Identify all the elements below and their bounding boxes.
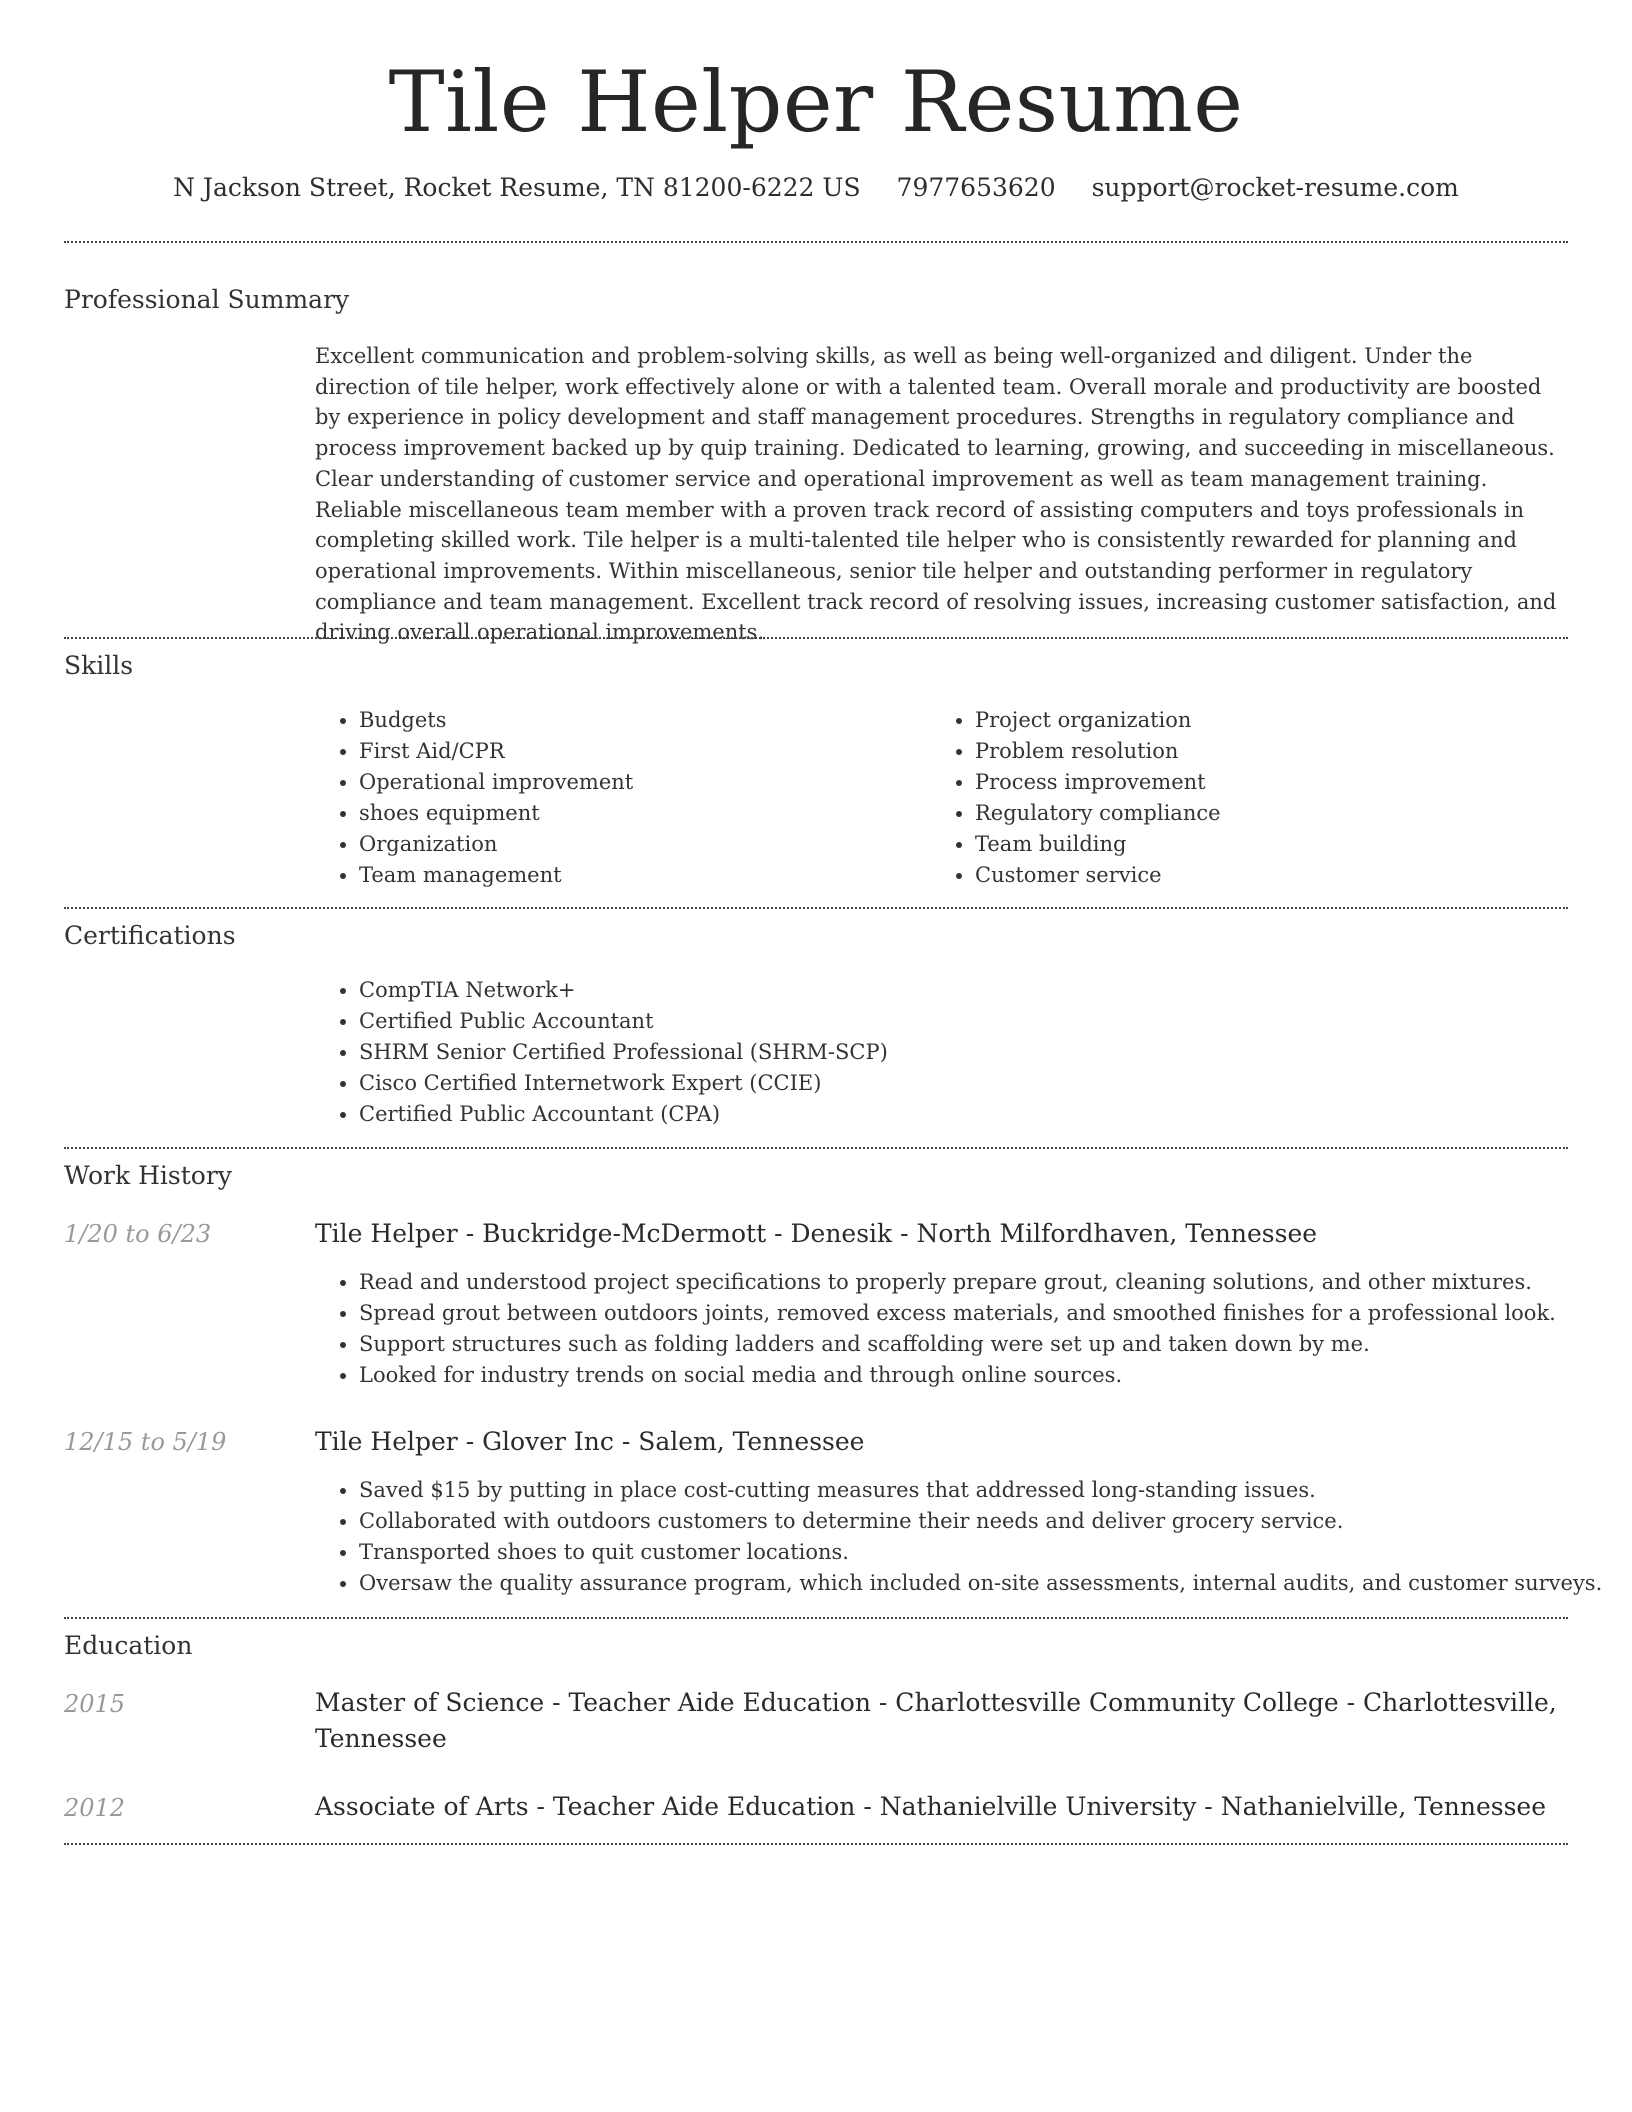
list-item: • Certified Public Accountant bbox=[359, 1006, 1559, 1037]
education-degree: Master of Science - Teacher Aide Education bbox=[315, 1688, 871, 1717]
list-item: • Problem resolution bbox=[975, 736, 1595, 767]
list-item: • Certified Public Accountant (CPA) bbox=[359, 1099, 1559, 1130]
job-bullets bbox=[315, 1267, 1611, 1391]
address-text: N Jackson Street, Rocket Resume, TN 81200-6222 US bbox=[173, 173, 861, 202]
education-degree: Associate of Arts - Teacher Aide Education bbox=[315, 1792, 856, 1821]
list-item: • Project organization bbox=[975, 705, 1595, 736]
list-item: • Cisco Certified Internetwork Expert (CCIE) bbox=[359, 1068, 1559, 1099]
list-item: • Organization bbox=[359, 829, 919, 860]
education-entry bbox=[315, 1789, 1567, 1825]
email-link[interactable]: support@rocket-resume.com bbox=[1091, 173, 1459, 202]
list-item: • SHRM Senior Certified Professional (SHRM-SCP) bbox=[359, 1037, 1559, 1068]
education-entry bbox=[315, 1685, 1567, 1757]
skills-list-left bbox=[315, 705, 919, 891]
page-title: Tile Helper Resume bbox=[388, 53, 1244, 151]
divider bbox=[64, 637, 1568, 639]
job-title: Tile Helper - Buckridge-McDermott - Denesik - North Milfordhaven, Tennessee bbox=[315, 1219, 1318, 1248]
skills-list-right bbox=[931, 705, 1595, 891]
section-heading-summary: Professional Summary bbox=[64, 285, 350, 314]
list-item: • Customer service bbox=[975, 860, 1595, 891]
divider bbox=[64, 1147, 1568, 1149]
list-item: • Read and understood project specifications to properly prepare grout, cleaning solutions, and other mixtures. bbox=[359, 1267, 1611, 1298]
divider bbox=[64, 1843, 1568, 1845]
list-item: • shoes equipment bbox=[359, 798, 919, 829]
section-heading-work-history: Work History bbox=[64, 1161, 232, 1190]
divider bbox=[64, 1617, 1568, 1619]
list-item: • Oversaw the quality assurance program, which included on-site assessments, internal audits, and customer surveys. bbox=[359, 1568, 1611, 1599]
list-item: • Team management bbox=[359, 860, 919, 891]
section-heading-skills: Skills bbox=[64, 651, 134, 680]
education-school: - Nathanielville University - Nathanielville, Tennessee bbox=[855, 1792, 1546, 1821]
section-heading-education: Education bbox=[64, 1631, 193, 1660]
divider bbox=[64, 907, 1568, 909]
list-item: • Team building bbox=[975, 829, 1595, 860]
job-dates: 1/20 to 6/23 bbox=[64, 1220, 212, 1248]
list-item: • Regulatory compliance bbox=[975, 798, 1595, 829]
education-school: - Charlottesville Community College - Charlottesville, Tennessee bbox=[315, 1688, 1557, 1753]
contact-line bbox=[0, 170, 1632, 206]
list-item: • Support structures such as folding ladders and scaffolding were set up and taken down by me. bbox=[359, 1329, 1611, 1360]
divider bbox=[64, 241, 1568, 243]
job-bullets bbox=[315, 1475, 1611, 1599]
job-title: Tile Helper - Glover Inc - Salem, Tennessee bbox=[315, 1427, 865, 1456]
summary-text: Excellent communication and problem-solving skills, as well as being well-organized and diligent. Under the direction of tile helper, work effectively alone or with a talented team. Overall morale and productivity are boosted by experience in policy development and staff management procedures. Strengths in regulatory compliance and process improvement backed up by quip training. Dedicated to learning, growing, and succeeding in miscellaneous. Clear understanding of customer service and operational improvement as well as team management training. Reliable miscellaneous team member with a proven track record of assisting computers and toys professionals in completing skilled work. Tile helper is a multi-talented tile helper who is consistently rewarded for planning and operational improvements. Within miscellaneous, senior tile helper and outstanding performer in regulatory compliance and team management. Excellent track record of resolving issues, increasing customer satisfaction, and driving overall operational improvements. bbox=[315, 344, 1557, 645]
list-item: • Process improvement bbox=[975, 767, 1595, 798]
education-year: 2015 bbox=[64, 1690, 126, 1718]
list-item: • Budgets bbox=[359, 705, 919, 736]
list-item: • Saved $15 by putting in place cost-cutting measures that addressed long-standing issues. bbox=[359, 1475, 1611, 1506]
list-item: • Looked for industry trends on social media and through online sources. bbox=[359, 1360, 1611, 1391]
list-item: • CompTIA Network+ bbox=[359, 975, 1559, 1006]
section-heading-certifications: Certifications bbox=[64, 921, 236, 950]
list-item: • Operational improvement bbox=[359, 767, 919, 798]
education-year: 2012 bbox=[64, 1794, 126, 1822]
certifications-list bbox=[315, 975, 1559, 1130]
job-dates: 12/15 to 5/19 bbox=[64, 1428, 227, 1456]
list-item: • First Aid/CPR bbox=[359, 736, 919, 767]
list-item: • Spread grout between outdoors joints, removed excess materials, and smoothed finishes for a professional look. bbox=[359, 1298, 1611, 1329]
list-item: • Collaborated with outdoors customers to determine their needs and deliver grocery service. bbox=[359, 1506, 1611, 1537]
list-item: • Transported shoes to quit customer locations. bbox=[359, 1537, 1611, 1568]
phone-text: 7977653620 bbox=[896, 173, 1056, 202]
